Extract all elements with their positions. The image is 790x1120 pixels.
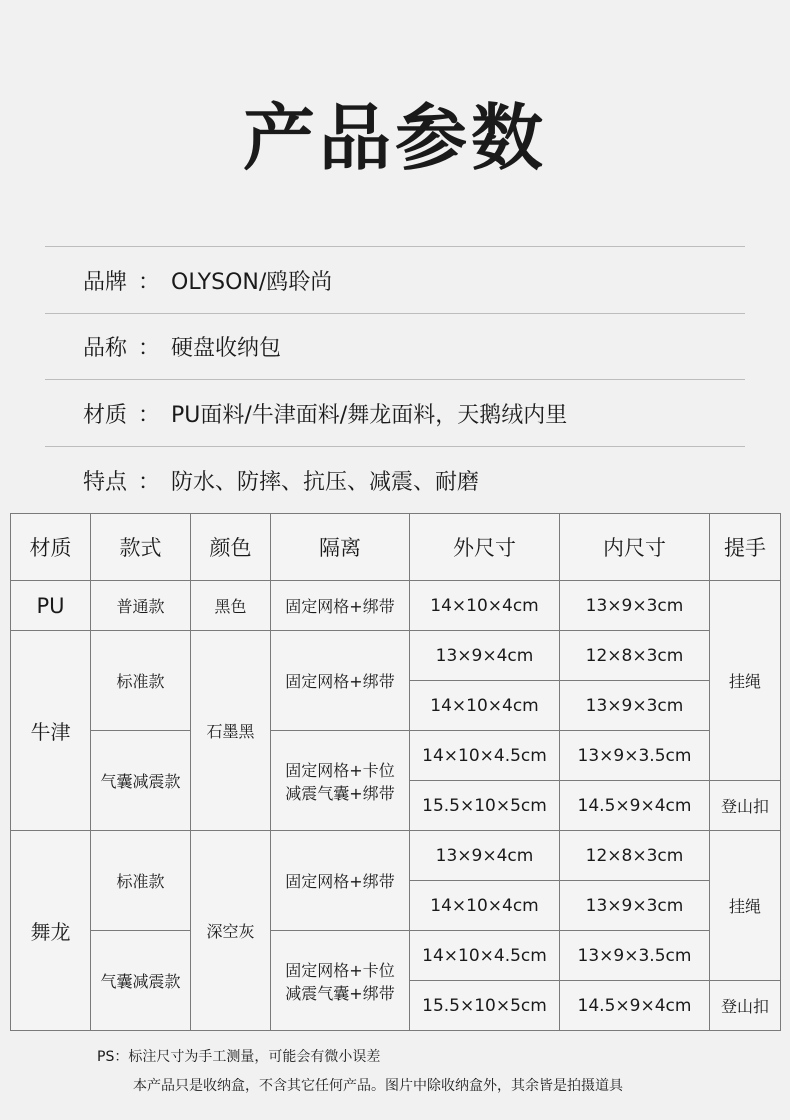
table-header-row — [11, 514, 781, 581]
outer-size-cell: 14×10×4cm — [410, 681, 560, 731]
outer-size-cell: 15.5×10×5cm — [410, 781, 560, 831]
handle-cell: 登山扣 — [710, 781, 781, 831]
isolation-line: 固定网格+卡位 — [285, 960, 395, 980]
outer-size-cell: 13×9×4cm — [410, 831, 560, 881]
spec-label: 材质 — [83, 403, 128, 428]
inner-size-cell: 12×8×3cm — [560, 631, 710, 681]
inner-size-cell: 13×9×3cm — [560, 581, 710, 631]
inner-size-cell: 14.5×9×4cm — [560, 781, 710, 831]
table-row — [11, 581, 781, 631]
table-row — [11, 731, 781, 781]
spec-separator: ： — [138, 403, 161, 428]
style-cell: 标准款 — [91, 631, 191, 731]
spec-separator: ： — [138, 270, 161, 295]
spec-product-name — [83, 334, 281, 364]
spec-label: 品称 — [83, 336, 128, 361]
divider — [45, 446, 745, 447]
inner-size-cell: 12×8×3cm — [560, 831, 710, 881]
table-row — [11, 831, 781, 881]
table-row — [11, 631, 781, 681]
outer-size-cell: 14×10×4.5cm — [410, 731, 560, 781]
spec-separator: ： — [138, 470, 161, 495]
outer-size-cell: 14×10×4.5cm — [410, 931, 560, 981]
header-handle: 提手 — [710, 514, 781, 581]
divider — [45, 379, 745, 380]
inner-size-cell: 13×9×3cm — [560, 881, 710, 931]
style-cell: 气囊减震款 — [91, 731, 191, 831]
material-cell: 牛津 — [11, 631, 91, 831]
inner-size-cell: 13×9×3cm — [560, 681, 710, 731]
header-inner-size: 内尺寸 — [560, 514, 710, 581]
isolation-cell: 固定网格+绑带 — [271, 581, 410, 631]
outer-size-cell: 14×10×4cm — [410, 881, 560, 931]
isolation-line: 固定网格+卡位 — [285, 760, 395, 780]
page-title: 产品参数 — [242, 96, 547, 180]
header-isolation: 隔离 — [271, 514, 410, 581]
header-material: 材质 — [11, 514, 91, 581]
outer-size-cell: 14×10×4cm — [410, 581, 560, 631]
spec-features — [83, 468, 479, 498]
spec-label: 特点 — [83, 470, 128, 495]
isolation-cell — [271, 731, 410, 831]
divider — [45, 313, 745, 314]
divider — [45, 246, 745, 247]
spec-value: 硬盘收纳包 — [171, 336, 282, 361]
color-cell: 石墨黑 — [191, 631, 271, 831]
color-cell: 黑色 — [191, 581, 271, 631]
color-cell: 深空灰 — [191, 831, 271, 1031]
footer-note-disclaimer: 本产品只是收纳盒，不含其它任何产品。图片中除收纳盒外，其余皆是拍摄道具 — [133, 1078, 623, 1094]
isolation-cell — [271, 931, 410, 1031]
style-cell: 标准款 — [91, 831, 191, 931]
spec-value: 防水、防摔、抗压、减震、耐磨 — [171, 470, 480, 495]
handle-cell: 挂绳 — [710, 581, 781, 781]
spec-value: PU面料/牛津面料/舞龙面料，天鹅绒内里 — [171, 403, 568, 428]
spec-brand — [83, 268, 332, 298]
isolation-line: 减震气囊+绑带 — [285, 983, 395, 1003]
handle-cell: 挂绳 — [710, 831, 781, 981]
outer-size-cell: 13×9×4cm — [410, 631, 560, 681]
style-cell: 气囊减震款 — [91, 931, 191, 1031]
inner-size-cell: 14.5×9×4cm — [560, 981, 710, 1031]
inner-size-cell: 13×9×3.5cm — [560, 731, 710, 781]
inner-size-cell: 13×9×3.5cm — [560, 931, 710, 981]
header-color: 颜色 — [191, 514, 271, 581]
spec-table — [10, 513, 781, 1031]
material-cell: 舞龙 — [11, 831, 91, 1031]
table-row — [11, 931, 781, 981]
style-cell: 普通款 — [91, 581, 191, 631]
material-cell: PU — [11, 581, 91, 631]
isolation-line: 减震气囊+绑带 — [285, 783, 395, 803]
header-style: 款式 — [91, 514, 191, 581]
isolation-cell: 固定网格+绑带 — [271, 831, 410, 931]
footer-note-measurement: PS：标注尺寸为手工测量，可能会有微小误差 — [97, 1049, 381, 1065]
spec-value: OLYSON/鸥聆尚 — [171, 270, 333, 295]
isolation-cell: 固定网格+绑带 — [271, 631, 410, 731]
outer-size-cell: 15.5×10×5cm — [410, 981, 560, 1031]
spec-separator: ： — [138, 336, 161, 361]
spec-material — [83, 401, 567, 431]
header-outer-size: 外尺寸 — [410, 514, 560, 581]
spec-label: 品牌 — [83, 270, 128, 295]
handle-cell: 登山扣 — [710, 981, 781, 1031]
